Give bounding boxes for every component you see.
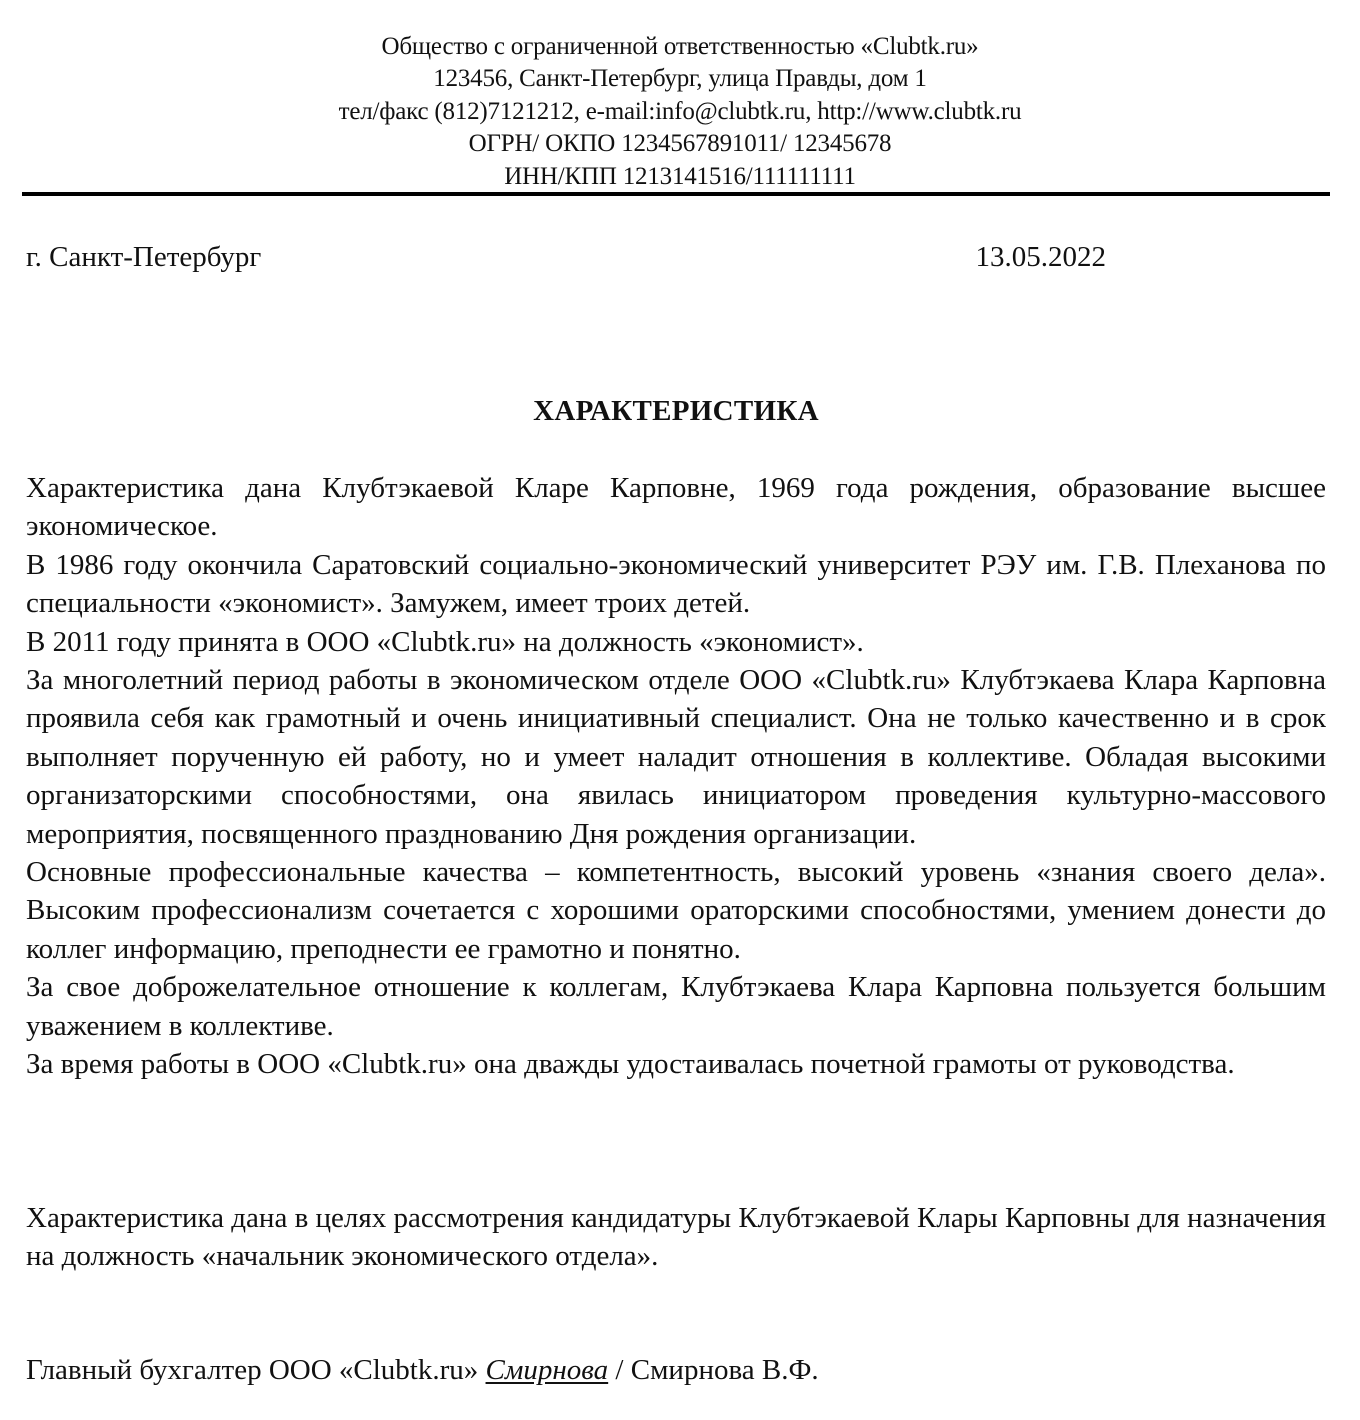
paragraph-intro: Характеристика дана Клубтэкаевой Кларе Карповне, 1969 года рождения, образование высшее экономическое. [26,472,1326,543]
signer-position: Главный бухгалтер ООО «Clubtk.ru» [26,1354,479,1386]
document-body [26,469,1326,1084]
company-name: Общество с ограниченной ответственностью «Clubtk.ru» [381,33,979,60]
company-ogrn-okpo: ОГРН/ ОКПО 1234567891011/ 12345678 [468,130,892,158]
signature-separator: / [615,1354,624,1386]
paragraph-education: В 1986 году окончила Саратовский социально-экономический университет РЭУ им. Г.В. Плеханова по специальности «экономист». Замужем, имеет троих детей. [26,548,1326,620]
paragraph-performance: За многолетний период работы в экономическом отделе ООО «Clubtk.ru» Клубтэкаева Клара Карповна проявила себя как грамотный и очень инициативный специалист. Она не только качественно и в срок выполняет порученную ей работу, но и умеет наладит отношения в коллективе. Обладая высокими организаторскими способностями, она явилась инициатором проведения культурно-массового мероприятия, посвященного празднованию Дня рождения организации. [26,664,1326,850]
document-place: г. Санкт-Петербург [26,241,262,273]
handwritten-signature: Смирнова [485,1354,609,1386]
document-closing [26,1199,1326,1276]
letterhead-divider [22,192,1330,196]
letterhead [0,31,1360,193]
signature-block [26,1351,819,1389]
company-inn-kpp: ИНН/КПП 1213141516/111111111 [504,162,856,190]
paragraph-purpose: Характеристика дана в целях рассмотрения кандидатуры Клубтэкаевой Клары Карповны для назначения на должность «начальник экономического отдела». [26,1202,1326,1273]
company-address: 123456, Санкт-Петербург, улица Правды, дом 1 [433,65,927,93]
signer-name: Смирнова В.Ф. [630,1354,819,1386]
document-date: 13.05.2022 [975,241,1106,273]
paragraph-respect: За свое доброжелательное отношение к коллегам, Клубтэкаева Клара Карповна пользуется большим уважением в коллективе. [26,971,1326,1042]
company-contacts: тел/факс (812)7121212, e-mail:info@clubtk.ru, http://www.clubtk.ru [338,97,1022,125]
paragraph-hiring: В 2011 году принята в ООО «Clubtk.ru» на должность «экономист». [26,625,864,658]
document-title: ХАРАКТЕРИСТИКА [533,395,819,427]
paragraph-qualities: Основные профессиональные качества – компетентность, высокий уровень «знания своего дела». Высоким профессионализм сочетается с хорошими ораторскими способностями, умением донести до коллег информацию, преподнести ее грамотно и понятно. [26,856,1326,965]
paragraph-awards: За время работы в ООО «Clubtk.ru» она дважды удостаивалась почетной грамоты от руководства. [26,1048,1235,1081]
